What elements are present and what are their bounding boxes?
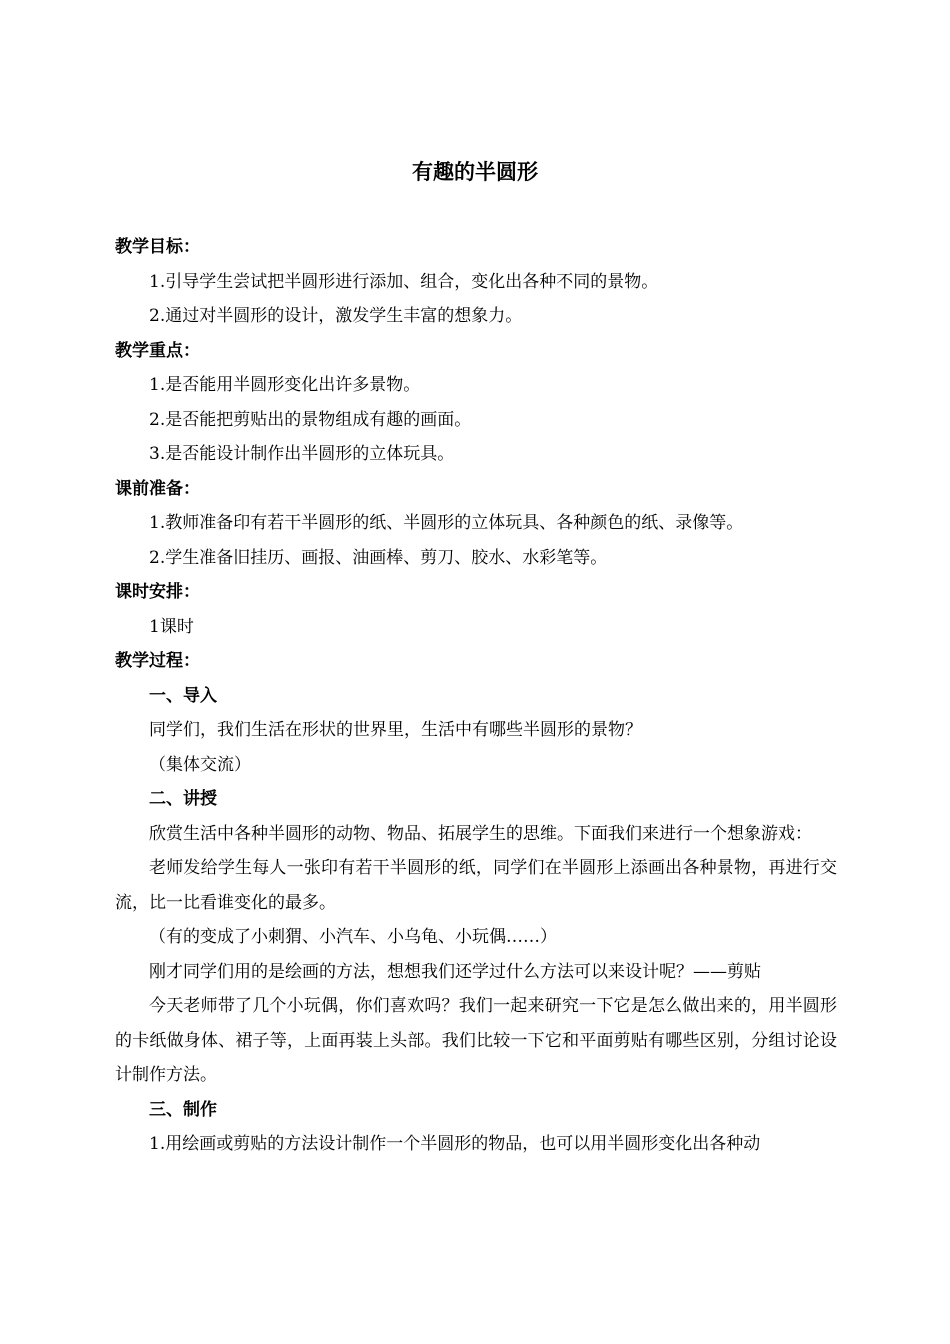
preparation-item: 1.教师准备印有若干半圆形的纸、半圆形的立体玩具、各种颜色的纸、录像等。 [149, 513, 744, 533]
goals-item: 2.通过对半圆形的设计，激发学生丰富的想象力。 [149, 306, 523, 326]
document-body [115, 230, 837, 1162]
section-heading-intro: 一、导入 [149, 685, 217, 706]
paragraph: 今天老师带了几个小玩偶，你们喜欢吗？我们一起来研究一下它是怎么做出来的，用半圆形的卡纸做身体、裙子等，上面再装上头部。我们比较一下它和平面剪贴有哪些区别，分组讨论设计制作方法。 [115, 996, 837, 1085]
section-heading-teaching: 二、讲授 [149, 789, 217, 809]
key-points-item: 2.是否能把剪贴出的景物组成有趣的画面。 [149, 409, 472, 430]
process-heading: 教学过程： [115, 651, 200, 671]
preparation-item: 2.学生准备旧挂历、画报、油画棒、剪刀、胶水、水彩笔等。 [149, 547, 608, 568]
paragraph: 老师发给学生每人一张印有若干半圆形的纸，同学们在半圆形上添画出各种景物，再进行交流，比一比看谁变化的最多。 [115, 858, 837, 913]
paragraph: 刚才同学们用的是绘画的方法，想想我们还学过什么方法可以来设计呢？——剪贴 [149, 961, 761, 982]
key-points-heading: 教学重点： [115, 340, 200, 361]
schedule-heading: 课时安排： [115, 582, 200, 602]
schedule-text: 1课时 [149, 616, 194, 637]
paragraph: 1.用绘画或剪贴的方法设计制作一个半圆形的物品，也可以用半圆形变化出各种动 [149, 1134, 761, 1154]
paragraph: 同学们，我们生活在形状的世界里，生活中有哪些半圆形的景物？ [149, 720, 642, 740]
key-points-item: 3.是否能设计制作出半圆形的立体玩具。 [149, 444, 455, 464]
goals-heading: 教学目标： [115, 237, 200, 257]
document-title: 有趣的半圆形 [412, 160, 538, 184]
paragraph: （有的变成了小刺猬、小汽车、小乌龟、小玩偶……） [149, 927, 557, 947]
goals-item: 1.引导学生尝试把半圆形进行添加、组合，变化出各种不同的景物。 [149, 271, 659, 292]
key-points-item: 1.是否能用半圆形变化出许多景物。 [149, 375, 421, 395]
section-heading-making: 三、制作 [149, 1099, 217, 1120]
paragraph: （集体交流） [149, 754, 251, 775]
preparation-heading: 课前准备： [115, 478, 200, 499]
paragraph: 欣赏生活中各种半圆形的动物、物品、拓展学生的思维。下面我们来进行一个想象游戏： [149, 823, 812, 844]
